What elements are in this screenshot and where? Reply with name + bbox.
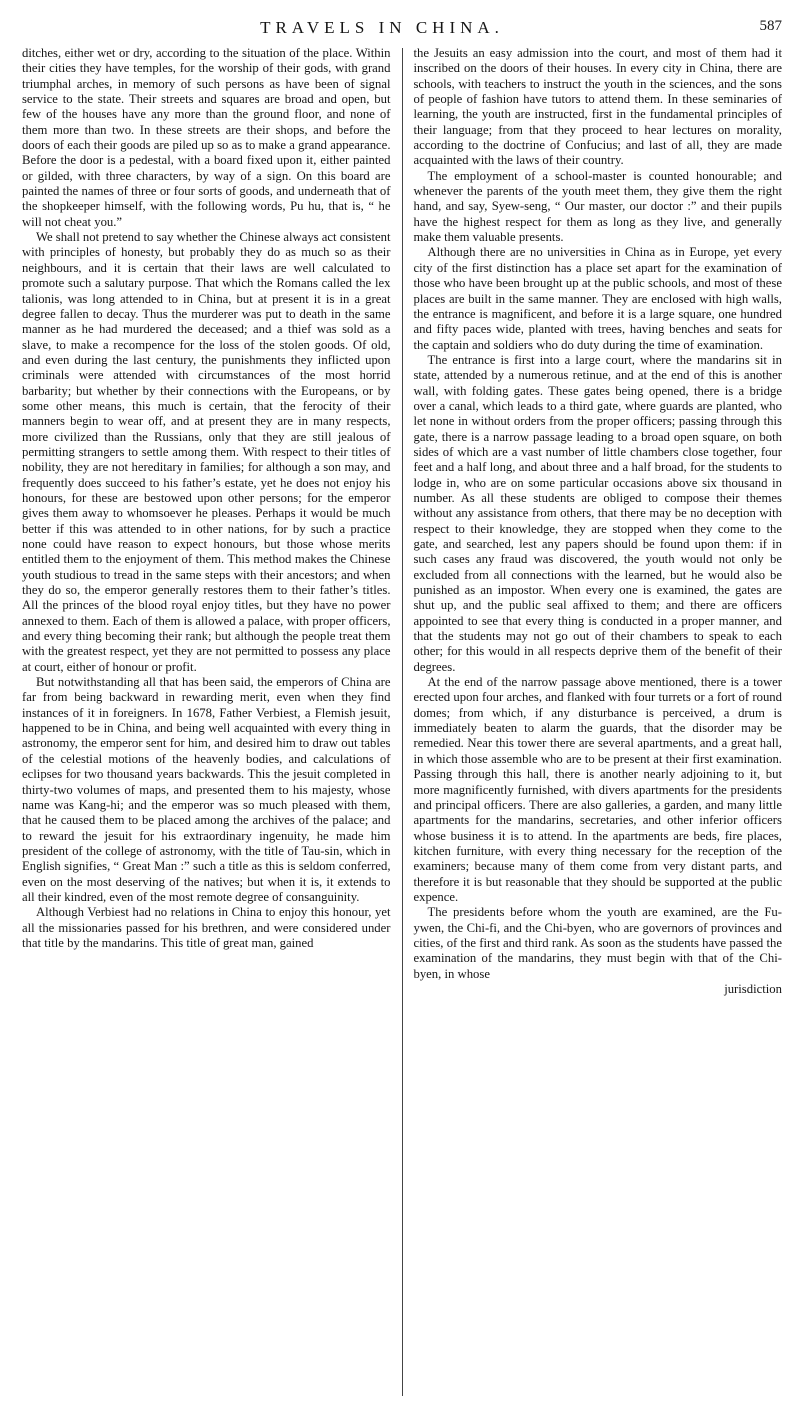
running-head [22, 12, 782, 46]
paragraph: Although there are no universities in China as in Europe, yet every city of the first distinction has a place set apart for the examination of those who have been brought up at the public schools, and most of these places are built in the same manner. They are enclosed with high walls, the entrance is magnificent, and before it is a large square, one hundred and fifty paces wide, planted with trees, having benches and seats for the captain and soldiers who do duty during the time of examination. [413, 245, 782, 352]
paragraph: The entrance is first into a large court, where the mandarins sit in state, attended by a numerous retinue, and at the end of this is another wall, with folding gates. These gates being opened, there is a bridge over a canal, which leads to a third gate, where guards are planted, who let none in without orders from the proper officers; passing through this gate, there is a narrow passage leading to a broad open square, on both sides of which are a vast number of little chambers close together, four feet and a half long, and about three and a half broad, for the students to lodge in, who are on some particular occasions above six thousand in number. As all these students are obliged to compose their themes without any assistance from others, that there may be no deception with respect to their knowledge, they are stopped when they come to the gate, and searched, lest any papers should be found upon them: if in such cases any fraud was discovered, the youth would not only be excluded from all connections with the learned, but he would also be punished as an impostor. When every one is examined, the gates are shut up, and the public seal affixed to them; and there are officers appointed to see that every thing is conducted in a proper manner, and that the students may not go out of their chambers to speak to each other; for this would in all respects deprive them of the benefit of their degrees. [413, 352, 782, 674]
paragraph: But notwithstanding all that has been said, the emperors of China are far from being backward in rewarding merit, even when they find instances of it in foreigners. In 1678, Father Verbiest, a Flemish jesuit, happened to be in China, and being well acquainted with every thing in astronomy, the emperor sent for him, and desired him to draw out tables of the celestial motions of the heavenly bodies, and calculations of eclipses for two thousand years backwards. This the jesuit completed in thirty-two volumes of maps, and presented them to his majesty, whose name was Kang-hi; and the emperor was so much pleased with them, that he caused them to be placed among the archives of the palace; and to reward the jesuit for his extraordinary ingenuity, he made him president of the college of astronomy, with the title of Tau-sin, which in English signifies, “ Great Man :” such a title as this is seldom conferred, even on the most deserving of the natives; but when it is, it extends to all their kindred, even of the most remote degree of consanguinity. [22, 675, 391, 904]
text-columns [22, 46, 782, 1396]
running-title: TRAVELS IN CHINA. [260, 18, 504, 37]
paragraph: We shall not pretend to say whether the Chinese always act consistent with principles of honesty, but probably they do as much so as their neighbours, and it is certain that their laws are well calculated to promote such a salutary purpose. That which the Romans called the lex talionis, was long attended to in China, but at present it is in a great degree fallen to decay. Thus the murderer was put to death in the same manner as he had murdered the deceased; and a thief was sold as a slave, to make a recompence for the loss of the stolen goods. Of old, and even during the last century, the punishments they inflicted upon criminals were attended with circumstances of the most horrid barbarity; but whether by their connections with the Europeans, or by some other means, this much is certain, that the ferocity of their manners begin to wear off, and at present they are in many respects, more civilized than the Russians, only that they are still jealous of permitting strangers to settle among them. With respect to their titles of nobility, they are not hereditary in families; for although a son may, and frequently does succeed to his father’s estate, yet he does not enjoy his honours, for these are bestowed upon other persons; for the emperor gives them away to whomsoever he pleases. Perhaps it would be much better if this was attended to in other nations, for by such a practice none could have reason to expect honours, but those whose merits entitled them to the enjoyment of them. This method makes the Chinese youth studious to tread in the same steps with their ancestors; and when they do so, the emperor generally restores them to their father’s titles. All the princes of the blood royal enjoy titles, but they have no power annexed to them. Each of them is allowed a palace, with proper officers, and every thing becoming their rank; but although the people treat them with the greatest respect, yet they are not permitted to possess any place at court, either of honour or profit. [22, 230, 391, 674]
paragraph: Although Verbiest had no relations in China to enjoy this honour, yet all the missionaries passed for his brethren, and were considered under that title by the mandarins. This title of great man, gained [22, 905, 391, 950]
catchword: jurisdiction [724, 981, 782, 996]
paragraph: The employment of a school-master is counted honourable; and whenever the parents of the youth meet them, they give them the right hand, and say, Syew-seng, “ Our master, our doctor :” and their pupils have the highest respect for them as long as they live, and generally make them valuable presents. [413, 168, 782, 245]
page-number: 587 [759, 18, 782, 34]
paragraph: At the end of the narrow passage above mentioned, there is a tower erected upon four arches, and flanked with four turrets or a fort of round domes; from which, if any disturbance is perceived, a drum is immediately beaten to alarm the guards, that the disorder may be remedied. Near this tower there are several apartments, and a great hall, in which those assemble who are to be present at their first examination. Passing through this hall, there is another nearly adjoining to it, but more magnificently furnished, with divers apartments for the presidents and principal officers. There are also galleries, a garden, and many little apartments for the mandarins, secretaries, and other inferior officers whose business it is to attend. In the apartments are beds, fire places, kitchen furniture, with every thing necessary for the reception of the examiners; because many of them come from very distant parts, and therefore it is but reasonable that they should be supported at the public expence. [413, 675, 782, 904]
left-column [22, 46, 402, 1396]
paragraph: The presidents before whom the youth are examined, are the Fu-ywen, the Chi-fi, and the Chi-byen, who are governors of provinces and cities, of the first and third rank. As soon as the students have passed the examination of the mandarins, they must begin with that of the Chi-byen, in whose [413, 905, 782, 981]
right-column [402, 46, 782, 1396]
paragraph: the Jesuits an easy admission into the court, and most of them had it inscribed on the doors of their houses. In every city in China, there are schools, with teachers to instruct the youth in the sciences, and the sons of people of fashion have tutors to attend them. In these seminaries of learning, the youth are instructed, first in the fundamental principles of their language; from that they proceed to hear lectures on morality, according to the doctrine of Confucius; and last of all, they are made acquainted with the laws of their country. [413, 46, 782, 168]
paragraph: ditches, either wet or dry, according to the situation of the place. Within their cities they have temples, for the worship of their gods, with grand triumphal arches, in memory of such persons as have been of signal service to the state. Their streets and squares are broad and open, but few of the houses have any more than the ground floor, and none of them more than two. In these streets are their shops, and before the doors of each their goods are piled up so as to make a grand appearance. Before the door is a pedestal, with a board fixed upon it, either painted or gilded, with three characters, by way of a sign. On this board are painted the names of three or four sorts of goods, and underneath that of the shopkeeper himself, with the following words, Pu hu, that is, “ he will not cheat you.” [22, 46, 391, 229]
